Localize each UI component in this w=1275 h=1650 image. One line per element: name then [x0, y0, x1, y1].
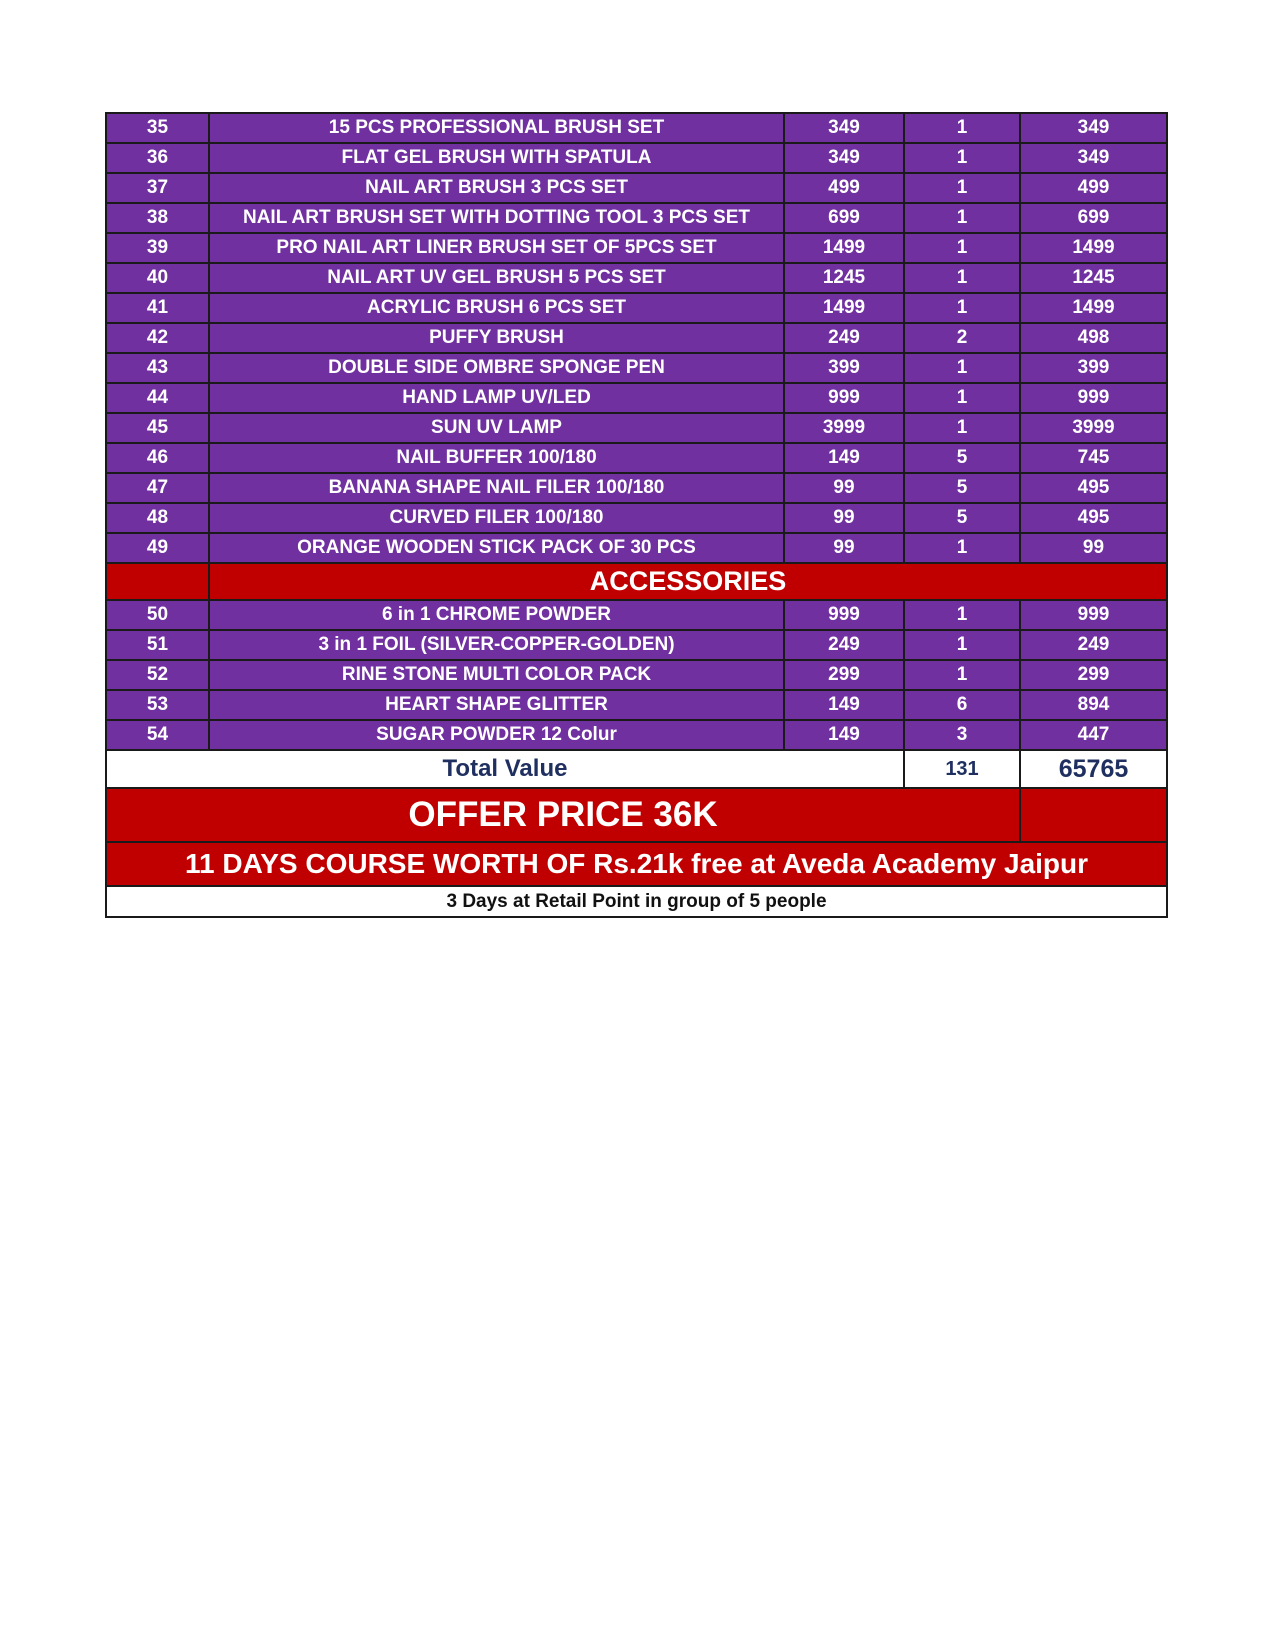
item-price: 149 — [784, 690, 904, 720]
item-quantity: 1 — [904, 203, 1020, 233]
table-row — [106, 660, 1167, 690]
item-quantity: 1 — [904, 383, 1020, 413]
item-price: 349 — [784, 143, 904, 173]
item-price: 1499 — [784, 233, 904, 263]
item-number: 35 — [106, 113, 209, 143]
item-name: FLAT GEL BRUSH WITH SPATULA — [209, 143, 784, 173]
item-number: 47 — [106, 473, 209, 503]
item-name: HAND LAMP UV/LED — [209, 383, 784, 413]
item-name: SUN UV LAMP — [209, 413, 784, 443]
item-amount: 3999 — [1020, 413, 1167, 443]
table-row — [106, 690, 1167, 720]
item-quantity: 1 — [904, 173, 1020, 203]
item-name: ORANGE WOODEN STICK PACK OF 30 PCS — [209, 533, 784, 563]
item-quantity: 1 — [904, 630, 1020, 660]
table-row — [106, 353, 1167, 383]
price-list-table — [105, 112, 1168, 918]
item-price: 999 — [784, 600, 904, 630]
item-amount: 495 — [1020, 473, 1167, 503]
item-number: 38 — [106, 203, 209, 233]
item-quantity: 2 — [904, 323, 1020, 353]
item-price: 1499 — [784, 293, 904, 323]
item-price: 699 — [784, 203, 904, 233]
total-row — [106, 750, 1167, 788]
item-name: 6 in 1 CHROME POWDER — [209, 600, 784, 630]
table-row — [106, 173, 1167, 203]
total-label: Total Value — [106, 750, 904, 788]
item-name: SUGAR POWDER 12 Colur — [209, 720, 784, 750]
item-name: ACRYLIC BRUSH 6 PCS SET — [209, 293, 784, 323]
item-quantity: 1 — [904, 660, 1020, 690]
table-row — [106, 473, 1167, 503]
item-quantity: 1 — [904, 233, 1020, 263]
item-number: 48 — [106, 503, 209, 533]
table-row — [106, 113, 1167, 143]
item-quantity: 3 — [904, 720, 1020, 750]
table-row — [106, 720, 1167, 750]
item-price: 3999 — [784, 413, 904, 443]
item-number: 40 — [106, 263, 209, 293]
item-name: PUFFY BRUSH — [209, 323, 784, 353]
item-price: 149 — [784, 720, 904, 750]
item-price: 999 — [784, 383, 904, 413]
item-quantity: 5 — [904, 473, 1020, 503]
item-price: 249 — [784, 630, 904, 660]
table-row — [106, 443, 1167, 473]
item-price: 499 — [784, 173, 904, 203]
item-amount: 1499 — [1020, 233, 1167, 263]
table-row — [106, 293, 1167, 323]
item-name: 3 in 1 FOIL (SILVER-COPPER-GOLDEN) — [209, 630, 784, 660]
table-row — [106, 323, 1167, 353]
item-quantity: 1 — [904, 600, 1020, 630]
item-amount: 495 — [1020, 503, 1167, 533]
section-header-row — [106, 563, 1167, 600]
item-name: BANANA SHAPE NAIL FILER 100/180 — [209, 473, 784, 503]
item-number: 37 — [106, 173, 209, 203]
item-amount: 399 — [1020, 353, 1167, 383]
item-number: 36 — [106, 143, 209, 173]
table-row — [106, 203, 1167, 233]
item-number: 42 — [106, 323, 209, 353]
item-number: 43 — [106, 353, 209, 383]
section-number-cell — [106, 563, 209, 600]
offer-blank-cell — [1020, 788, 1167, 842]
item-number: 53 — [106, 690, 209, 720]
table-row — [106, 503, 1167, 533]
item-number: 45 — [106, 413, 209, 443]
item-quantity: 1 — [904, 533, 1020, 563]
note-row — [106, 886, 1167, 917]
table-row — [106, 143, 1167, 173]
item-amount: 699 — [1020, 203, 1167, 233]
item-amount: 999 — [1020, 600, 1167, 630]
item-quantity: 5 — [904, 503, 1020, 533]
course-offer-text: 11 DAYS COURSE WORTH OF Rs.21k free at Aveda Academy Jaipur — [106, 842, 1167, 886]
item-quantity: 1 — [904, 263, 1020, 293]
item-number: 39 — [106, 233, 209, 263]
offer-price: OFFER PRICE 36K — [106, 788, 1020, 842]
item-name: HEART SHAPE GLITTER — [209, 690, 784, 720]
item-amount: 745 — [1020, 443, 1167, 473]
table-row — [106, 233, 1167, 263]
total-quantity: 131 — [904, 750, 1020, 788]
item-price: 249 — [784, 323, 904, 353]
item-amount: 499 — [1020, 173, 1167, 203]
item-amount: 894 — [1020, 690, 1167, 720]
item-amount: 349 — [1020, 113, 1167, 143]
table-row — [106, 533, 1167, 563]
item-price: 149 — [784, 443, 904, 473]
item-amount: 99 — [1020, 533, 1167, 563]
retail-point-note: 3 Days at Retail Point in group of 5 people — [106, 886, 1167, 917]
item-number: 44 — [106, 383, 209, 413]
item-name: 15 PCS PROFESSIONAL BRUSH SET — [209, 113, 784, 143]
item-quantity: 1 — [904, 113, 1020, 143]
item-number: 46 — [106, 443, 209, 473]
item-quantity: 1 — [904, 143, 1020, 173]
item-name: DOUBLE SIDE OMBRE SPONGE PEN — [209, 353, 784, 383]
table-row — [106, 600, 1167, 630]
table-row — [106, 263, 1167, 293]
table-row — [106, 630, 1167, 660]
item-name: CURVED FILER 100/180 — [209, 503, 784, 533]
item-name: NAIL BUFFER 100/180 — [209, 443, 784, 473]
item-price: 99 — [784, 503, 904, 533]
item-amount: 1245 — [1020, 263, 1167, 293]
item-amount: 498 — [1020, 323, 1167, 353]
item-number: 51 — [106, 630, 209, 660]
item-number: 54 — [106, 720, 209, 750]
item-amount: 349 — [1020, 143, 1167, 173]
item-amount: 1499 — [1020, 293, 1167, 323]
item-price: 99 — [784, 533, 904, 563]
item-quantity: 1 — [904, 413, 1020, 443]
item-price: 99 — [784, 473, 904, 503]
course-row — [106, 842, 1167, 886]
item-number: 49 — [106, 533, 209, 563]
item-amount: 249 — [1020, 630, 1167, 660]
item-quantity: 1 — [904, 353, 1020, 383]
section-title: ACCESSORIES — [209, 563, 1167, 600]
item-number: 52 — [106, 660, 209, 690]
items-group-accessories — [106, 600, 1167, 750]
table-row — [106, 383, 1167, 413]
item-number: 50 — [106, 600, 209, 630]
item-amount: 999 — [1020, 383, 1167, 413]
item-quantity: 6 — [904, 690, 1020, 720]
item-name: NAIL ART BRUSH SET WITH DOTTING TOOL 3 PCS SET — [209, 203, 784, 233]
table-row — [106, 413, 1167, 443]
item-quantity: 5 — [904, 443, 1020, 473]
item-name: PRO NAIL ART LINER BRUSH SET OF 5PCS SET — [209, 233, 784, 263]
item-price: 1245 — [784, 263, 904, 293]
item-price: 299 — [784, 660, 904, 690]
item-name: NAIL ART UV GEL BRUSH 5 PCS SET — [209, 263, 784, 293]
section-header-group — [106, 563, 1167, 600]
summary-group — [106, 750, 1167, 917]
item-name: NAIL ART BRUSH 3 PCS SET — [209, 173, 784, 203]
item-number: 41 — [106, 293, 209, 323]
offer-row — [106, 788, 1167, 842]
items-group-brushes — [106, 113, 1167, 563]
item-price: 399 — [784, 353, 904, 383]
total-amount: 65765 — [1020, 750, 1167, 788]
item-price: 349 — [784, 113, 904, 143]
item-name: RINE STONE MULTI COLOR PACK — [209, 660, 784, 690]
item-quantity: 1 — [904, 293, 1020, 323]
item-amount: 299 — [1020, 660, 1167, 690]
item-amount: 447 — [1020, 720, 1167, 750]
